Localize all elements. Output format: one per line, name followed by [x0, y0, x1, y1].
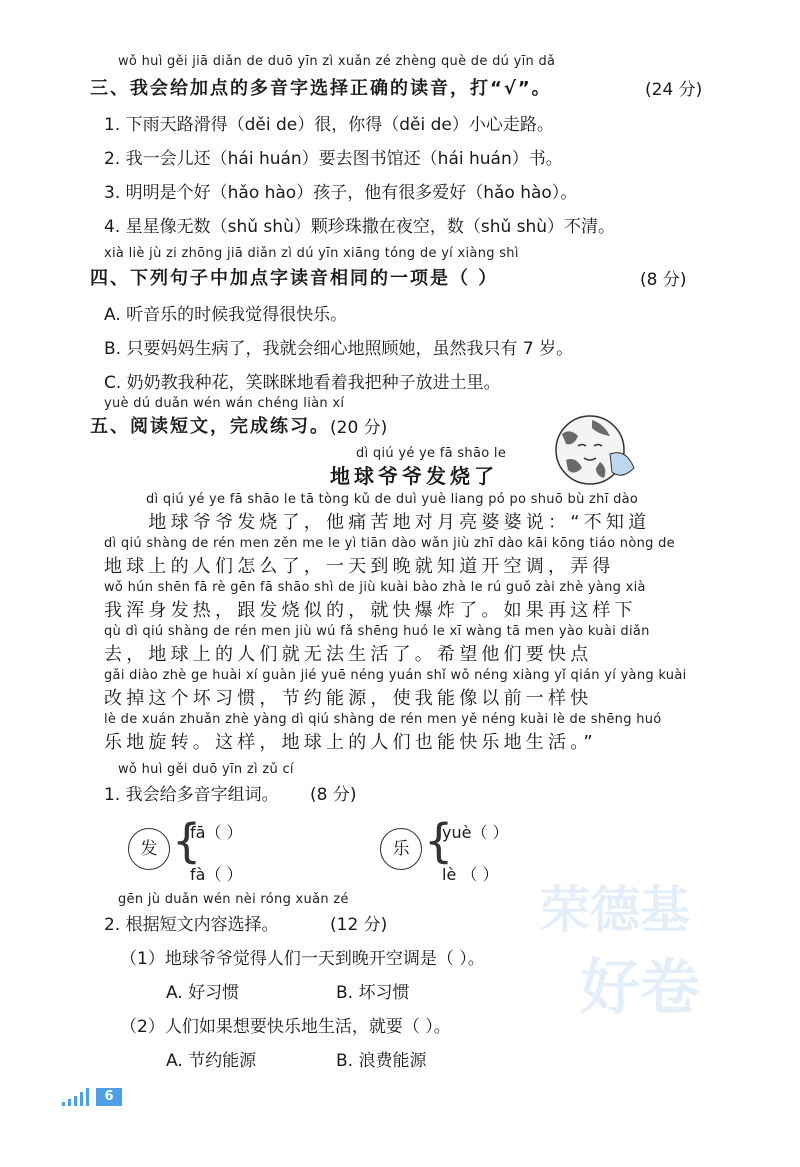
passage-pinyin-3: wǒ hún shēn fā rè gēn fā shāo shì de jiù kuài bào zhà le rú guǒ zài zhè yàng xià [104, 580, 646, 595]
q2-score: (12 分) [330, 915, 388, 935]
page-bars-icon [62, 1088, 92, 1106]
section4-option-a: A. 听音乐的时候我觉得很快乐。 [104, 305, 348, 325]
q2-sub2-option-a[interactable]: A. 节约能源 [166, 1051, 257, 1071]
q2-sub2-option-b[interactable]: B. 浪费能源 [336, 1051, 427, 1071]
passage-line-3: 我浑身发热，跟发烧似的，就快爆炸了。如果再这样下 [104, 600, 637, 621]
brace-icon: { [424, 814, 454, 868]
passage-pinyin-5: gǎi diào zhè ge huài xí guàn jié yuē néng yuán shǐ wǒ néng xiàng yǐ qián yí yàng kuài [104, 668, 687, 683]
section5-score: (20 分) [330, 418, 388, 438]
q2-sub1-option-a[interactable]: A. 好习惯 [166, 983, 240, 1003]
watermark-line1: 荣德基 [540, 881, 690, 939]
q1-heading: 1. 我会给多音字组词。 [104, 785, 279, 805]
passage-title-pinyin: dì qiú yé ye fā shāo le [356, 446, 507, 461]
section4-heading: 四、下列句子中加点字读音相同的一项是（ ） [90, 268, 499, 289]
q1-le-le[interactable]: lè （ ） [442, 865, 499, 884]
section3-item-2: 2. 我一会儿还（hái huán）要去图书馆还（hái huán）书。 [104, 149, 563, 169]
section3-item-4: 4. 星星像无数（shǔ shù）颗珍珠撒在夜空，数（shǔ shù）不清。 [104, 217, 616, 237]
q1-fa-tone4[interactable]: fà（ ） [190, 865, 243, 884]
q1-le-yue[interactable]: yuè（ ） [442, 823, 509, 842]
passage-pinyin-6: lè de xuán zhuǎn zhè yàng dì qiú shàng de rén men yě néng kuài lè de shēng huó [104, 712, 662, 727]
char-fa-icon: 发 [128, 828, 170, 870]
section3-item-1: 1. 下雨天路滑得（děi de）很，你得（děi de）小心走路。 [104, 115, 554, 135]
section4-option-c: C. 奶奶教我种花，笑眯眯地看着我把种子放进土里。 [104, 373, 501, 393]
q2-sub1: （1）地球爷爷觉得人们一天到晚开空调是（ ）。 [120, 949, 485, 969]
section3-item-3: 3. 明明是个好（hǎo hào）孩子，他有很多爱好（hǎo hào）。 [104, 183, 578, 203]
earth-illustration [548, 410, 640, 488]
q1-fa-tone1[interactable]: fā（ ） [190, 823, 243, 842]
q2-sub1-option-b[interactable]: B. 坏习惯 [336, 983, 410, 1003]
char-le-icon: 乐 [380, 828, 422, 870]
passage-line-6: 乐地旋转。这样，地球上的人们也能快乐地生活。” [104, 732, 597, 753]
section3-score: (24 分) [645, 80, 703, 100]
brace-icon: { [172, 814, 202, 868]
passage-pinyin-1: dì qiú yé ye fā shāo le tā tòng kǔ de duì yuè liang pó po shuō bù zhī dào [146, 492, 639, 507]
section5-heading: 五、阅读短文，完成练习。 [90, 416, 330, 437]
page-number: 6 [96, 1088, 122, 1106]
passage-line-4: 去，地球上的人们就无法生活了。希望他们要快点 [104, 644, 593, 665]
section3-pinyin: wǒ huì gěi jiā diǎn de duō yīn zì xuǎn zé zhèng què de dú yīn dǎ [118, 54, 556, 69]
q1-pinyin: wǒ huì gěi duō yīn zì zǔ cí [118, 762, 294, 777]
passage-line-2: 地球上的人们怎么了，一天到晚就知道开空调，弄得 [104, 556, 615, 577]
q1-score: (8 分) [310, 785, 357, 805]
passage-title: 地球爷爷发烧了 [330, 464, 498, 488]
passage-line-1: 地球爷爷发烧了，他痛苦地对月亮婆婆说：“不知道 [104, 512, 651, 533]
passage-pinyin-2: dì qiú shàng de rén men zěn me le yì tiān dào wǎn jiù zhī dào kāi kōng tiáo nòng de [104, 536, 675, 551]
section4-option-b: B. 只要妈妈生病了，我就会细心地照顾她，虽然我只有 7 岁。 [104, 339, 574, 359]
q2-pinyin: gēn jù duǎn wén nèi róng xuǎn zé [118, 892, 349, 907]
section5-pinyin: yuè dú duǎn wén wán chéng liàn xí [104, 396, 345, 411]
section4-score: (8 分) [640, 270, 687, 290]
q2-heading: 2. 根据短文内容选择。 [104, 915, 279, 935]
passage-pinyin-4: qù dì qiú shàng de rén men jiù wú fǎ shēng huó le xī wàng tā men yào kuài diǎn [104, 624, 650, 639]
section4-pinyin: xià liè jù zi zhōng jiā diǎn zì dú yīn xiāng tóng de yí xiàng shì [104, 246, 519, 261]
q2-sub2: （2）人们如果想要快乐地生活，就要（ ）。 [120, 1017, 451, 1037]
watermark-line2: 好卷 [580, 953, 700, 1023]
section3-heading: 三、我会给加点的多音字选择正确的读音，打“√”。 [90, 78, 552, 99]
passage-line-5: 改掉这个坏习惯，节约能源，使我能像以前一样快 [104, 688, 593, 709]
